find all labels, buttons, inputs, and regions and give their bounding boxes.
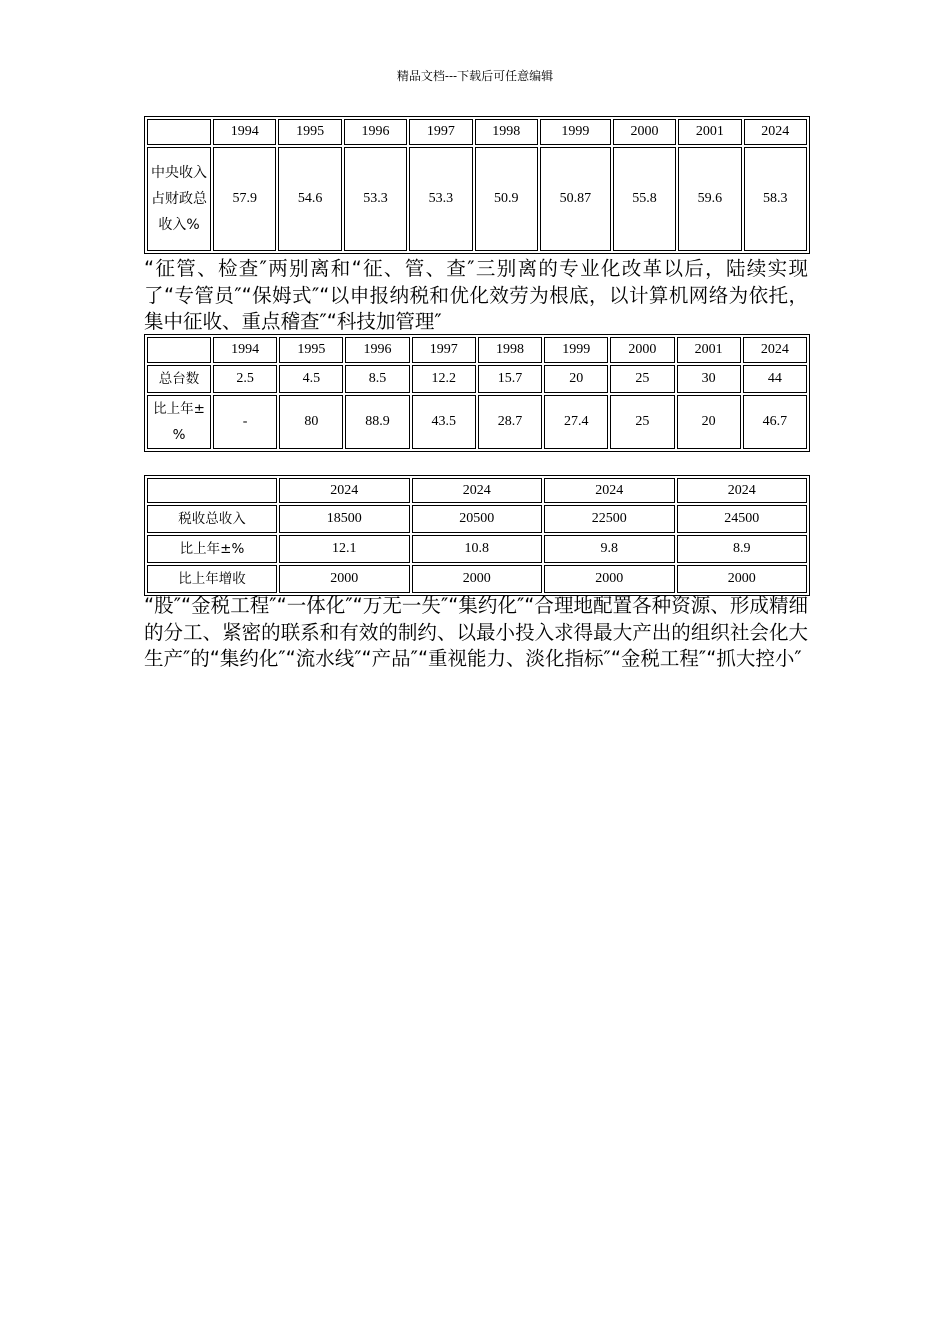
page-header: 精品文档---下载后可任意编辑 — [396, 69, 554, 83]
year-cell: 1999 — [540, 119, 611, 145]
data-cell: 46.7 — [743, 395, 807, 449]
data-cell: 2000 — [279, 565, 410, 593]
body-paragraph: “征管、检查″两别离和“征、管、查″三别离的专业化改革以后，陆续实现了“专管员″“保姆式″“以申报纳税和优化效劳为根底，以计算机网络为依托，集中征收、重点稽查″“科技加管理″ — [144, 257, 808, 333]
year-cell: 2024 — [744, 119, 807, 145]
row-label: 比上年增收 — [147, 565, 277, 593]
data-cell: 54.6 — [278, 147, 341, 251]
data-cell: 53.3 — [409, 147, 472, 251]
data-cell: 59.6 — [678, 147, 741, 251]
row-label: 总台数 — [147, 365, 211, 393]
year-cell: 1999 — [544, 337, 608, 363]
central-revenue-table — [144, 116, 810, 254]
data-cell: 80 — [279, 395, 343, 449]
year-cell: 2024 — [544, 478, 675, 503]
year-cell: 2024 — [677, 478, 808, 503]
table-header-row — [147, 337, 807, 363]
data-cell: 25 — [610, 395, 674, 449]
data-cell: 15.7 — [478, 365, 542, 393]
computer-count-table — [144, 334, 810, 452]
corner-cell — [147, 337, 211, 363]
row-label: 中央收入占财政总收入% — [147, 147, 211, 251]
year-cell: 1995 — [279, 337, 343, 363]
table-row — [147, 147, 807, 251]
table-row — [147, 505, 807, 533]
year-cell: 1996 — [344, 119, 407, 145]
year-cell: 1996 — [345, 337, 409, 363]
data-cell: 20 — [544, 365, 608, 393]
data-cell: 25 — [610, 365, 674, 393]
data-cell: 30 — [677, 365, 741, 393]
data-cell: 2000 — [412, 565, 543, 593]
table-row — [147, 395, 807, 449]
year-cell: 2001 — [677, 337, 741, 363]
table-header-row — [147, 119, 807, 145]
year-cell: 1995 — [278, 119, 341, 145]
tax-revenue-table — [144, 475, 810, 596]
data-cell: 20500 — [412, 505, 543, 533]
corner-cell — [147, 119, 211, 145]
data-cell: 88.9 — [345, 395, 409, 449]
row-label: 比上年±% — [147, 395, 211, 449]
table-row — [147, 365, 807, 393]
data-cell: 50.9 — [475, 147, 538, 251]
year-cell: 1997 — [412, 337, 476, 363]
data-cell: 55.8 — [613, 147, 676, 251]
year-cell: 1998 — [478, 337, 542, 363]
data-cell: 2.5 — [213, 365, 277, 393]
data-cell: 43.5 — [412, 395, 476, 449]
data-cell: 2000 — [677, 565, 808, 593]
row-label: 比上年±% — [147, 535, 277, 563]
data-cell: 57.9 — [213, 147, 276, 251]
data-cell: 28.7 — [478, 395, 542, 449]
data-cell: 27.4 — [544, 395, 608, 449]
data-cell: 4.5 — [279, 365, 343, 393]
table-row — [147, 565, 807, 593]
year-cell: 2000 — [610, 337, 674, 363]
data-cell: 2000 — [544, 565, 675, 593]
data-cell: 10.8 — [412, 535, 543, 563]
data-cell: 24500 — [677, 505, 808, 533]
year-cell: 1998 — [475, 119, 538, 145]
data-cell: 8.5 — [345, 365, 409, 393]
row-label: 税收总收入 — [147, 505, 277, 533]
data-cell: 9.8 — [544, 535, 675, 563]
data-cell: 12.2 — [412, 365, 476, 393]
year-cell: 2000 — [613, 119, 676, 145]
year-cell: 1994 — [213, 337, 277, 363]
year-cell: 2001 — [678, 119, 741, 145]
year-cell: 1997 — [409, 119, 472, 145]
data-cell: 8.9 — [677, 535, 808, 563]
year-cell: 2024 — [412, 478, 543, 503]
data-cell: 12.1 — [279, 535, 410, 563]
data-cell: 58.3 — [744, 147, 807, 251]
table-header-row — [147, 478, 807, 503]
year-cell: 1994 — [213, 119, 276, 145]
corner-cell — [147, 478, 277, 503]
body-paragraph: “股″“金税工程″“一体化″“万无一失″“集约化″“合理地配置各种资源、形成精细的分工、紧密的联系和有效的制约、以最小投入求得最大产出的组织社会化大生产″的“集约化″“流水线″“产品″“重视能力、淡化指标″“金税工程″“抓大控小″ — [144, 594, 808, 670]
data-cell: 50.87 — [540, 147, 611, 251]
data-cell: 22500 — [544, 505, 675, 533]
data-cell: - — [213, 395, 277, 449]
data-cell: 53.3 — [344, 147, 407, 251]
table-row — [147, 535, 807, 563]
year-cell: 2024 — [743, 337, 807, 363]
year-cell: 2024 — [279, 478, 410, 503]
data-cell: 18500 — [279, 505, 410, 533]
data-cell: 44 — [743, 365, 807, 393]
data-cell: 20 — [677, 395, 741, 449]
